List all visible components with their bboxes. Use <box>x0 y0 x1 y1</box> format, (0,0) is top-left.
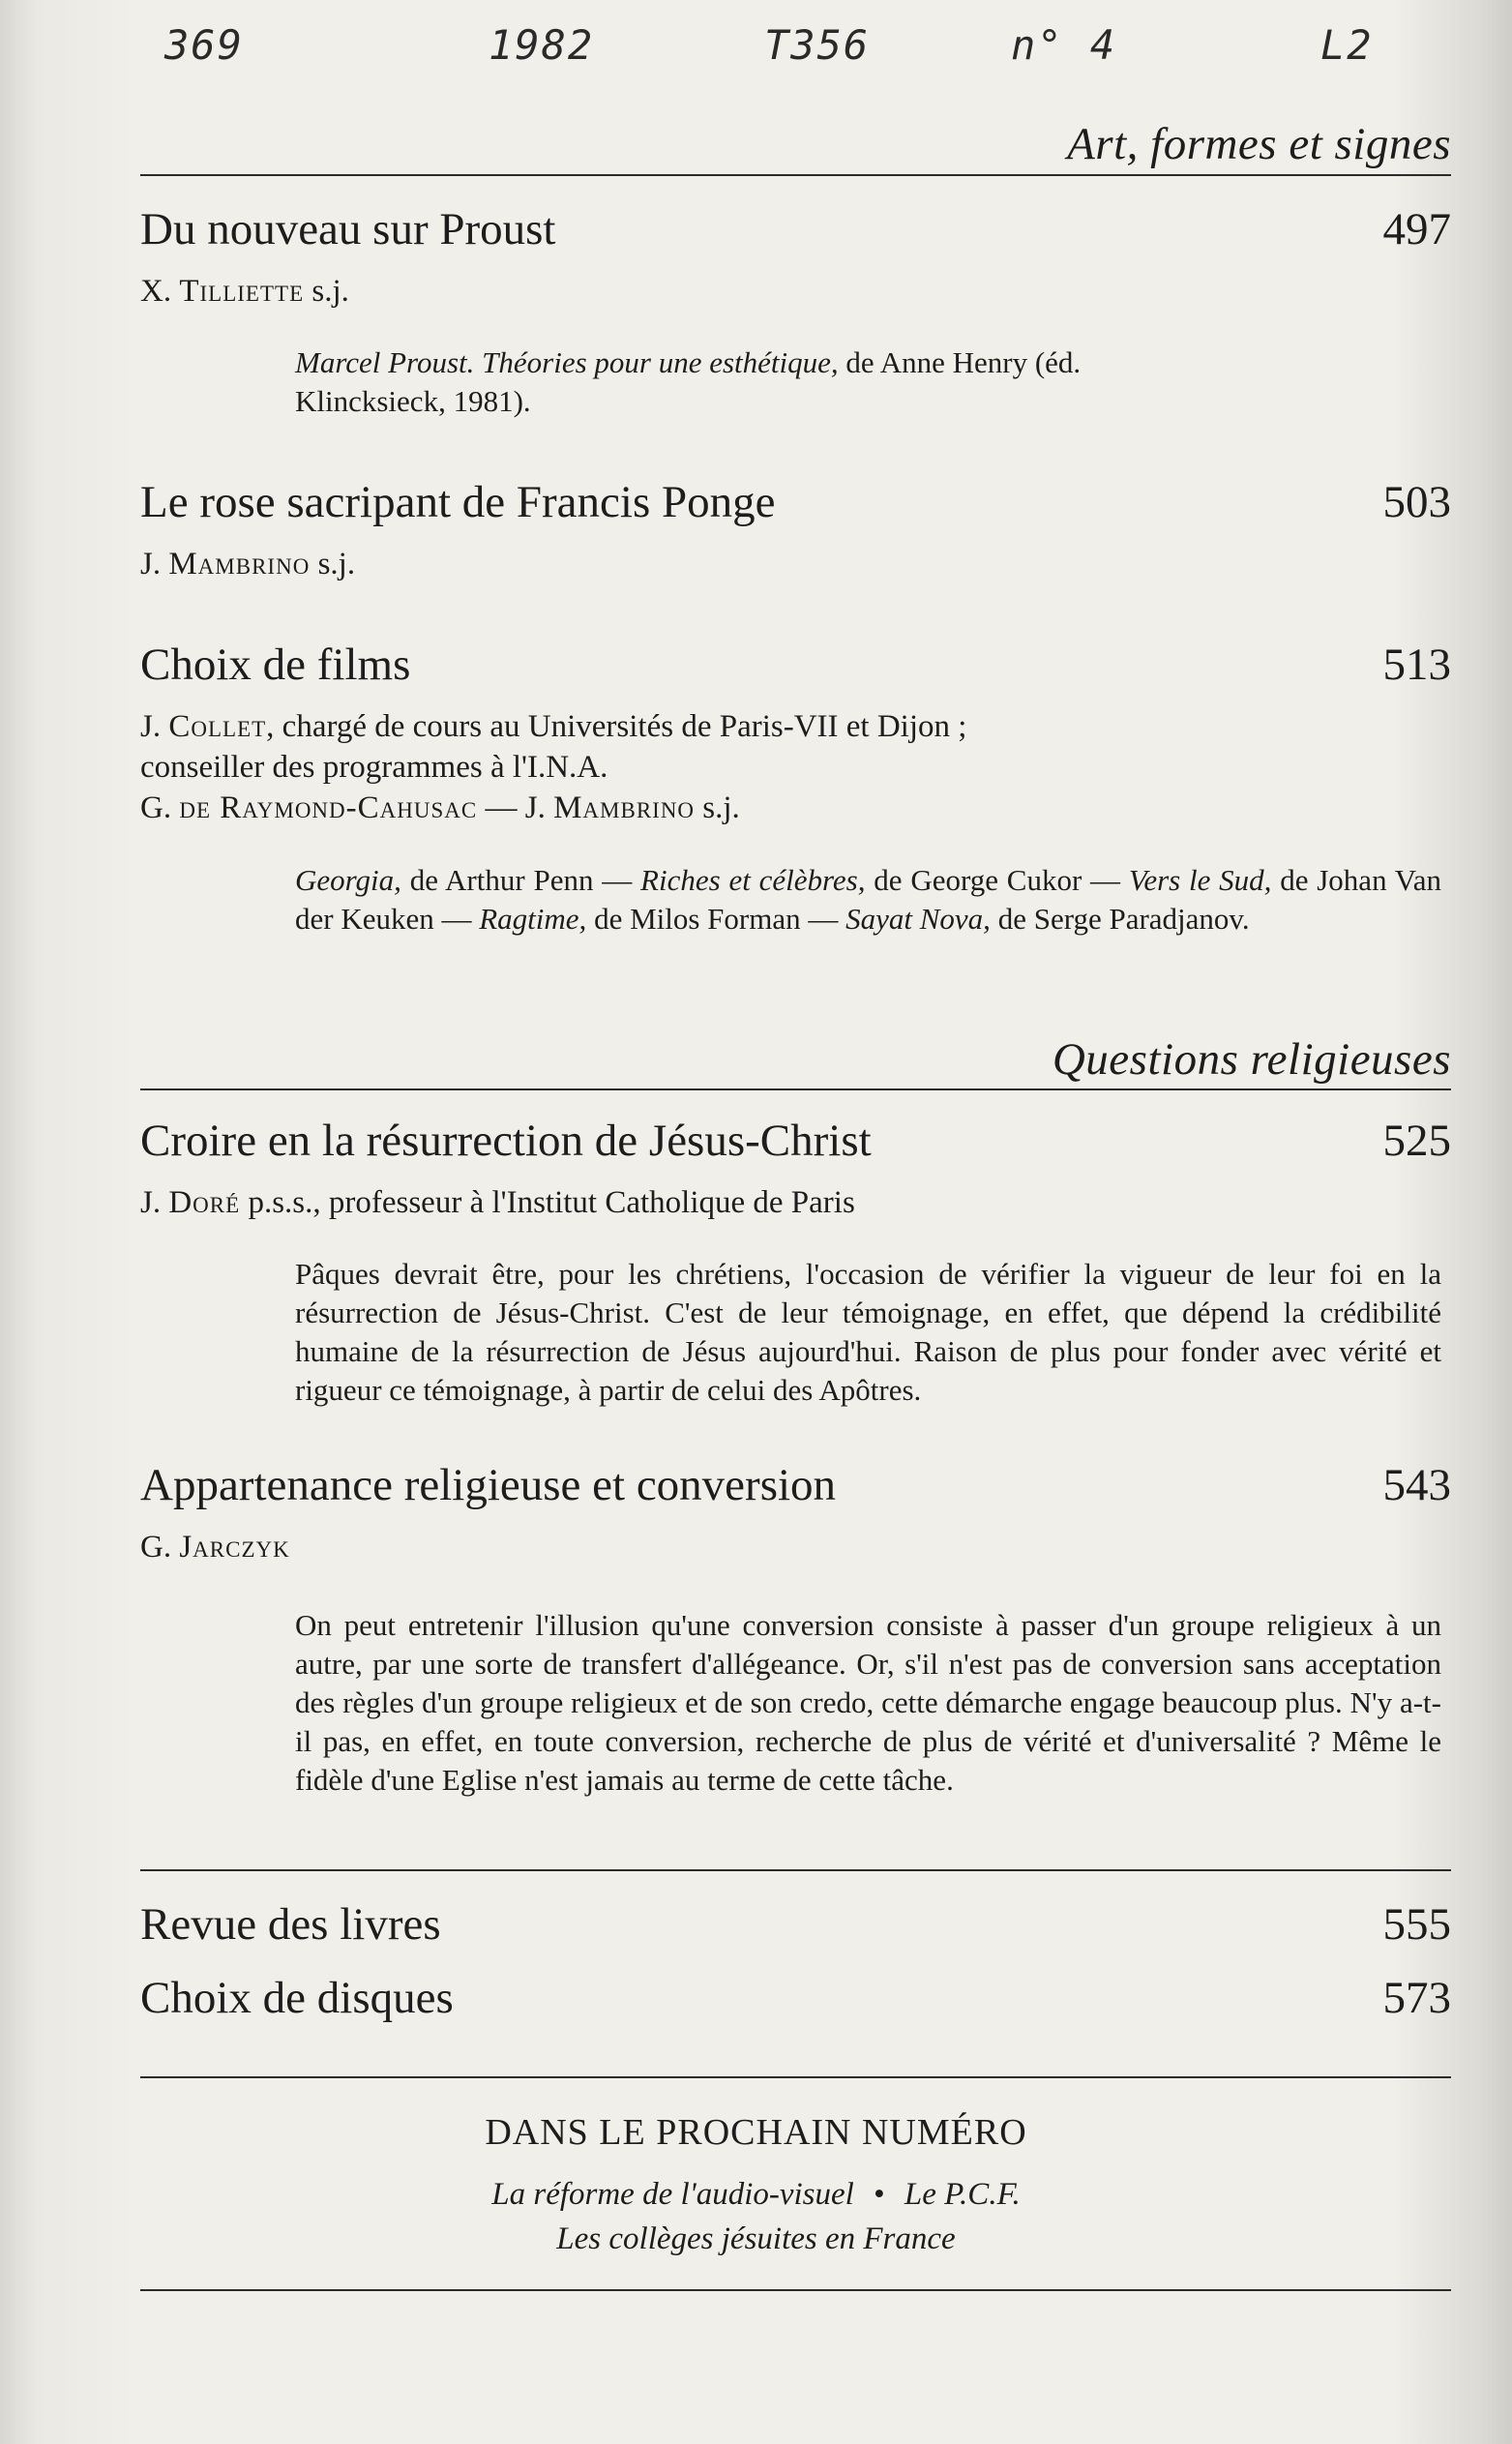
author-ponge <box>140 544 355 584</box>
author-suffix: s.j. <box>311 274 349 309</box>
film-ragtime: Ragtime, <box>479 902 587 936</box>
bullet-icon: • <box>874 2177 885 2212</box>
film-director: de Johan Van der Keuken — <box>295 863 1441 936</box>
author-description: , chargé de cours au Universités de Paris-VII et Dijon ; <box>266 709 967 744</box>
entry-title-conversion: Appartenance religieuse et conversion <box>140 1460 837 1510</box>
next-issue-topic: La réforme de l'audio-visuel <box>491 2177 854 2212</box>
section-rule <box>140 2289 1451 2291</box>
film-director: de Serge Paradjanov. <box>990 902 1250 936</box>
summary-italic: Marcel Proust. Théories pour une esthétique, <box>295 345 839 379</box>
author-name-2: Mambrino <box>553 790 696 825</box>
author-initial: J. <box>140 1185 162 1220</box>
handwritten-note-year: 1982 <box>489 21 595 69</box>
film-vers-le-sud: Vers le Sud, <box>1128 863 1272 897</box>
entry-title-films: Choix de films <box>140 640 411 690</box>
film-director: de Milos Forman — <box>586 902 846 936</box>
author-proust <box>140 271 349 312</box>
handwritten-note-volume: T356 <box>764 21 871 69</box>
handwritten-note-number: n° 4 <box>1011 21 1117 69</box>
author-suffix: s.j. <box>317 547 356 581</box>
summary-resurrection: Pâques devrait être, pour les chrétiens, l'occasion de vérifier la vigueur de leur foi en la résurrection de Jésus-Christ. C'est de leur témoignage, en effet, que dépend la crédibilité humaine de la résurrection de Jésus aujourd'hui. Raison de plus pour fonder avec vérité et rigueur ce témoignage, à partir de celui des Apôtres. <box>295 1257 1441 1407</box>
author-films-1 <box>140 706 966 747</box>
section-rule <box>140 1088 1451 1090</box>
summary-films <box>295 861 1441 939</box>
author-separator: — J. <box>477 790 554 825</box>
author-name: Tilliette <box>179 274 305 309</box>
author-suffix: s.j. <box>695 790 740 825</box>
section-heading-religion: Questions religieuses <box>1052 1034 1451 1085</box>
film-director: de George Cukor — <box>865 863 1129 897</box>
section-rule <box>140 2076 1451 2078</box>
author-films-1-desc: conseiller des programmes à l'I.N.A. <box>140 750 608 785</box>
next-issue-line-1 <box>0 2177 1512 2213</box>
author-films-2 <box>140 788 740 828</box>
summary-conversion: On peut entretenir l'illusion qu'une conversion consiste à passer d'un groupe religieux à un autre, par une sorte de transfert d'allégeance. Or, s'il n'est pas de conversion sans acceptation des règles d'un groupe religieux et de son credo, cette démarche engage beaucoup plus. N'y a-t-il pas, en effet, en toute conversion, recherche de plus de vérité et d'universalité ? Même le fidèle d'une Eglise n'est jamais au terme de cette tâche. <box>295 1608 1441 1797</box>
film-georgia: Georgia, <box>295 863 401 897</box>
summary-text: de Anne Henry (éd. Klincksieck, 1981). <box>295 345 1082 418</box>
page-number-conversion: 543 <box>1382 1460 1451 1510</box>
page-number-films: 513 <box>1382 640 1451 690</box>
film-riches: Riches et célèbres, <box>640 863 866 897</box>
entry-title-proust: Du nouveau sur Proust <box>140 204 556 254</box>
author-initial: X. <box>140 274 172 309</box>
film-director: de Arthur Penn — <box>400 863 641 897</box>
section-rule <box>140 174 1451 176</box>
handwritten-note-369: 369 <box>164 21 244 69</box>
summary-proust <box>295 343 1166 421</box>
entry-title-disques: Choix de disques <box>140 1973 454 2023</box>
next-issue-topic: Le P.C.F. <box>904 2177 1021 2212</box>
section-rule <box>140 1869 1451 1871</box>
entry-title-ponge: Le rose sacripant de Francis Ponge <box>140 477 776 527</box>
author-name: Collet <box>168 709 267 744</box>
next-issue-heading: DANS LE PROCHAIN NUMÉRO <box>485 2112 1027 2153</box>
author-initial: G. <box>140 1530 172 1565</box>
author-conversion <box>140 1527 290 1567</box>
next-issue-line-2: Les collèges jésuites en France <box>556 2221 956 2256</box>
author-name: Doré <box>168 1185 241 1220</box>
entry-title-livres: Revue des livres <box>140 1899 441 1950</box>
page-number-resurrection: 525 <box>1382 1116 1451 1166</box>
author-name: Mambrino <box>168 547 311 581</box>
author-initial: J. <box>140 709 162 744</box>
entry-title-resurrection: Croire en la résurrection de Jésus-Christ <box>140 1116 872 1166</box>
page-number-disques: 573 <box>1382 1973 1451 2023</box>
author-description: p.s.s., professeur à l'Institut Catholique de Paris <box>240 1185 855 1220</box>
author-name: Jarczyk <box>179 1530 290 1565</box>
page-number-livres: 555 <box>1382 1899 1451 1950</box>
page-number-ponge: 503 <box>1382 477 1451 527</box>
author-initial: J. <box>140 547 162 581</box>
author-resurrection <box>140 1182 855 1223</box>
page-number-proust: 497 <box>1382 204 1451 254</box>
handwritten-note-l2: L2 <box>1320 21 1374 69</box>
film-sayat-nova: Sayat Nova, <box>845 902 991 936</box>
author-name: de Raymond-Cahusac <box>179 790 478 825</box>
section-heading-art: Art, formes et signes <box>1067 119 1451 169</box>
author-initial: G. <box>140 790 172 825</box>
